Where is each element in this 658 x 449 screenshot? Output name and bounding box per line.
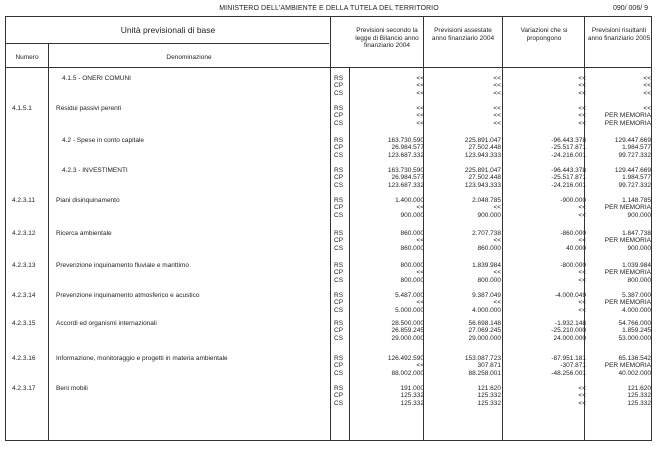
row-denomination: Informazione, monitoraggio e progetti in materia ambientale	[56, 355, 228, 362]
value-variazioni-line: -25.210.000	[551, 327, 586, 335]
value-legge-bilancio-line: 860.000	[400, 244, 424, 252]
value-risultanti	[589, 385, 651, 407]
row-number: 4.2.3.11	[12, 197, 36, 204]
value-risultanti	[589, 167, 651, 189]
value-variazioni-line: -800.000	[560, 262, 586, 269]
value-legge-bilancio-line: 5.000.000	[395, 306, 424, 314]
row-codes	[334, 75, 352, 97]
value-assestate-line: 9.387.049	[472, 292, 501, 299]
value-risultanti-line: <<	[643, 75, 651, 82]
row-code: CP	[334, 327, 344, 335]
row-code: RS	[334, 105, 344, 112]
value-legge-bilancio-line: 860.000	[400, 230, 424, 237]
value-legge-bilancio-line: 163.730.590	[387, 137, 424, 144]
value-variazioni-line: <<	[578, 112, 586, 120]
row-code: CS	[334, 276, 344, 284]
row-denomination: 4.2.3 - INVESTIMENTI	[62, 167, 128, 174]
value-risultanti-line: PER MEMORIA	[604, 204, 651, 212]
row-denomination: 4.1.5 - ONERI COMUNI	[62, 75, 131, 82]
value-legge-bilancio-line: 88.002.000	[391, 369, 424, 377]
value-assestate-line: 860.000	[477, 244, 501, 252]
value-legge-bilancio	[354, 167, 424, 189]
value-variazioni-line: <<	[578, 75, 586, 82]
value-legge-bilancio-line: 123.687.332	[387, 181, 424, 189]
value-assestate-line: 225.891.047	[464, 137, 501, 144]
header-divider-line	[6, 43, 329, 44]
value-variazioni-line: -307.871	[560, 362, 586, 370]
value-variazioni-line: <<	[578, 105, 586, 112]
value-legge-bilancio-line: 123.687.332	[387, 151, 424, 159]
value-variazioni	[503, 197, 586, 219]
row-number: 4.2.3.12	[12, 230, 36, 237]
value-legge-bilancio-line: <<	[416, 105, 424, 112]
value-legge-bilancio-line: <<	[416, 112, 424, 120]
col-header-denominazione: Denominazione	[166, 54, 212, 61]
col-header-assestate: Previsioni assestate anno finanziario 2004	[431, 27, 495, 42]
value-legge-bilancio-line: 1.400.000	[395, 197, 424, 204]
value-legge-bilancio-line: <<	[416, 75, 424, 82]
value-risultanti-line: 99.727.332	[618, 181, 651, 189]
col-header-variazioni: Variazioni che si propongono	[520, 27, 568, 42]
value-variazioni-line: -25.517.871	[551, 174, 586, 182]
col-header-risultanti: Previsioni risultanti anno finanziario 2005	[587, 27, 651, 42]
row-code: CP	[334, 237, 344, 245]
value-legge-bilancio-line: 26.859.245	[391, 327, 424, 335]
value-legge-bilancio	[354, 75, 424, 97]
value-assestate	[426, 292, 501, 314]
row-denomination: Ricerca ambientale	[56, 230, 112, 237]
value-legge-bilancio-line: 163.730.590	[387, 167, 424, 174]
value-legge-bilancio-line: <<	[416, 119, 424, 127]
value-variazioni-line: -25.517.871	[551, 144, 586, 152]
row-code: RS	[334, 137, 344, 144]
value-variazioni	[503, 75, 586, 97]
value-assestate-line: 153.087.723	[464, 355, 501, 362]
value-risultanti-line: 121.620	[627, 385, 651, 392]
value-assestate-line: 225.891.047	[464, 167, 501, 174]
row-number: 4.2.3.17	[12, 385, 36, 392]
value-assestate	[426, 230, 501, 252]
value-assestate-line: 307.871	[477, 362, 501, 370]
value-legge-bilancio-line: <<	[416, 269, 424, 277]
row-number: 4.2.3.14	[12, 292, 36, 299]
group-header: Unità previsionali di base	[120, 25, 216, 35]
value-legge-bilancio-line: 125.332	[400, 392, 424, 400]
value-risultanti-line: 129.447.669	[614, 167, 651, 174]
budget-table	[5, 16, 652, 441]
row-code: RS	[334, 262, 344, 269]
row-code: CS	[334, 369, 344, 377]
value-assestate-line: <<	[493, 105, 501, 112]
row-codes	[334, 292, 352, 314]
value-variazioni	[503, 137, 586, 159]
row-codes	[334, 167, 352, 189]
value-risultanti-line: PER MEMORIA	[604, 237, 651, 245]
value-legge-bilancio-line: 5.487.000	[395, 292, 424, 299]
value-assestate-line: 123.943.333	[464, 151, 501, 159]
row-code: RS	[334, 355, 344, 362]
value-variazioni-line: <<	[578, 204, 586, 212]
value-risultanti-line: 1.859.245	[622, 327, 651, 335]
value-risultanti-line: <<	[643, 105, 651, 112]
value-variazioni	[503, 105, 586, 127]
column-divider	[48, 43, 49, 440]
value-assestate-line: <<	[493, 112, 501, 120]
value-assestate-line: 125.332	[477, 392, 501, 400]
value-risultanti-line: 4.000.000	[622, 306, 651, 314]
value-variazioni-line: <<	[578, 299, 586, 307]
value-legge-bilancio	[354, 292, 424, 314]
value-assestate-line: <<	[493, 269, 501, 277]
value-risultanti-line: 1.984.577	[622, 144, 651, 152]
value-risultanti	[589, 230, 651, 252]
value-legge-bilancio-line: <<	[416, 362, 424, 370]
value-risultanti-line: 40.002.000	[618, 369, 651, 377]
value-risultanti-line: 125.332	[627, 392, 651, 400]
row-codes	[334, 197, 352, 219]
row-code: RS	[334, 292, 344, 299]
value-risultanti-line: 1.847.738	[622, 230, 651, 237]
value-legge-bilancio-line: 800.000	[400, 262, 424, 269]
value-variazioni-line: <<	[578, 82, 586, 90]
value-assestate-line: 27.069.245	[468, 327, 501, 335]
value-assestate-line: <<	[493, 75, 501, 82]
value-variazioni-line: <<	[578, 392, 586, 400]
value-variazioni-line: -1.932.148	[554, 320, 586, 327]
value-risultanti-line: PER MEMORIA	[604, 299, 651, 307]
row-codes	[334, 320, 352, 342]
value-variazioni-line: -4.000.049	[554, 292, 586, 299]
row-codes	[334, 105, 352, 127]
row-code: RS	[334, 75, 344, 82]
value-variazioni	[503, 262, 586, 284]
row-number: 4.1.5.1	[12, 105, 32, 112]
value-assestate-line: 800.000	[477, 276, 501, 284]
value-risultanti	[589, 292, 651, 314]
value-legge-bilancio-line: 800.000	[400, 276, 424, 284]
value-variazioni-line: -48.256.001	[551, 369, 586, 377]
row-code: CP	[334, 299, 344, 307]
value-assestate	[426, 167, 501, 189]
document-title: MINISTERO DELL'AMBIENTE E DELLA TUTELA DEL TERRITORIO	[219, 5, 439, 12]
value-risultanti	[589, 262, 651, 284]
value-legge-bilancio-line: 900.000	[400, 211, 424, 219]
value-risultanti-line: 54.766.000	[618, 320, 651, 327]
value-variazioni-line: 40.000	[566, 244, 586, 252]
value-variazioni	[503, 320, 586, 342]
value-assestate	[426, 197, 501, 219]
value-variazioni	[503, 292, 586, 314]
row-code: CP	[334, 144, 344, 152]
value-assestate-line: <<	[493, 204, 501, 212]
value-risultanti-line: 99.727.332	[618, 151, 651, 159]
row-denomination: Beni mobili	[56, 385, 88, 392]
value-assestate	[426, 262, 501, 284]
value-variazioni-line: <<	[578, 269, 586, 277]
value-legge-bilancio	[354, 137, 424, 159]
row-code: CS	[334, 244, 344, 252]
row-code: CS	[334, 181, 344, 189]
col-header-legge-bilancio: Previsioni secondo la legge di Bilancio anno finanziario 2004	[355, 27, 419, 49]
value-risultanti	[589, 105, 651, 127]
value-assestate	[426, 385, 501, 407]
row-number: 4.2.3.15	[12, 320, 36, 327]
value-assestate-line: 900.000	[477, 211, 501, 219]
row-code: CS	[334, 151, 344, 159]
row-number: 4.2.3.13	[12, 262, 36, 269]
value-variazioni	[503, 355, 586, 377]
value-variazioni-line: -96.443.378	[551, 137, 586, 144]
row-denomination: 4.2 - Spese in conto capitale	[62, 137, 145, 144]
value-legge-bilancio-line: 126.492.590	[387, 355, 424, 362]
value-assestate-line: <<	[493, 89, 501, 97]
row-code: CS	[334, 89, 344, 97]
row-code: CP	[334, 269, 344, 277]
row-code: RS	[334, 320, 344, 327]
value-variazioni-line: <<	[578, 306, 586, 314]
value-legge-bilancio-line: <<	[416, 82, 424, 90]
row-code: CP	[334, 82, 344, 90]
row-code: CS	[334, 119, 344, 127]
value-assestate-line: 1.839.984	[472, 262, 501, 269]
row-denomination: Prevenzione inquinamento atmosferico e acustico	[56, 292, 200, 299]
value-legge-bilancio-line: 26.984.577	[391, 174, 424, 182]
value-risultanti-line: <<	[643, 89, 651, 97]
value-risultanti-line: PER MEMORIA	[604, 119, 651, 127]
value-risultanti-line: 129.447.669	[614, 137, 651, 144]
row-code: CP	[334, 112, 344, 120]
value-risultanti-line: 900.000	[627, 211, 651, 219]
row-code: CS	[334, 334, 344, 342]
value-assestate-line: <<	[493, 299, 501, 307]
row-codes	[334, 137, 352, 159]
value-variazioni	[503, 385, 586, 407]
row-codes	[334, 262, 352, 284]
value-risultanti-line: <<	[643, 82, 651, 90]
value-assestate	[426, 75, 501, 97]
value-legge-bilancio-line: 26.984.577	[391, 144, 424, 152]
value-legge-bilancio	[354, 320, 424, 342]
value-assestate-line: <<	[493, 119, 501, 127]
value-variazioni-line: -900.000	[560, 197, 586, 204]
value-assestate	[426, 137, 501, 159]
value-assestate-line: 125.332	[477, 399, 501, 407]
value-variazioni-line: -24.216.001	[551, 181, 586, 189]
value-assestate	[426, 105, 501, 127]
row-code: CP	[334, 392, 344, 400]
value-risultanti-line: 1.984.577	[622, 174, 651, 182]
value-legge-bilancio-line: <<	[416, 237, 424, 245]
value-legge-bilancio-line: <<	[416, 299, 424, 307]
value-variazioni-line: <<	[578, 237, 586, 245]
value-risultanti-line: 53.000.000	[618, 334, 651, 342]
value-risultanti	[589, 137, 651, 159]
row-code: RS	[334, 197, 344, 204]
value-assestate-line: 121.620	[477, 385, 501, 392]
value-assestate-line: 29.000.000	[468, 334, 501, 342]
value-risultanti-line: PER MEMORIA	[604, 362, 651, 370]
value-assestate-line: 88.258.001	[468, 369, 501, 377]
value-assestate-line: 27.502.448	[468, 144, 501, 152]
value-assestate-line: 2.048.785	[472, 197, 501, 204]
value-legge-bilancio	[354, 105, 424, 127]
value-assestate-line: 4.000.000	[472, 306, 501, 314]
value-assestate-line: 123.943.333	[464, 181, 501, 189]
value-legge-bilancio	[354, 355, 424, 377]
row-code: RS	[334, 230, 344, 237]
value-risultanti-line: 900.000	[627, 244, 651, 252]
value-variazioni-line: -860.000	[560, 230, 586, 237]
row-codes	[334, 385, 352, 407]
value-risultanti	[589, 197, 651, 219]
row-denomination: Piani disinquinamento	[56, 197, 120, 204]
value-variazioni-line: -87.951.181	[551, 355, 586, 362]
value-variazioni-line: 24.000.000	[553, 334, 586, 342]
value-legge-bilancio-line: 191.000	[400, 385, 424, 392]
value-assestate-line: 2.707.738	[472, 230, 501, 237]
value-assestate	[426, 320, 501, 342]
value-variazioni-line: -96.443.378	[551, 167, 586, 174]
row-codes	[334, 230, 352, 252]
value-legge-bilancio-line: 28.500.000	[391, 320, 424, 327]
row-denomination: Accordi ed organismi internazionali	[56, 320, 157, 327]
value-variazioni-line: <<	[578, 211, 586, 219]
value-assestate-line: <<	[493, 82, 501, 90]
row-number: 4.2.3.16	[12, 355, 36, 362]
row-code: CS	[334, 211, 344, 219]
row-code: CP	[334, 174, 344, 182]
value-assestate-line: 56.698.148	[468, 320, 501, 327]
value-legge-bilancio	[354, 262, 424, 284]
row-code: RS	[334, 385, 344, 392]
value-legge-bilancio-line: <<	[416, 89, 424, 97]
page-number: 090/ 006/ 9	[612, 5, 648, 12]
value-variazioni-line: <<	[578, 276, 586, 284]
value-risultanti-line: 5.387.000	[622, 292, 651, 299]
value-legge-bilancio	[354, 230, 424, 252]
value-assestate-line: <<	[493, 237, 501, 245]
value-risultanti-line: PER MEMORIA	[604, 269, 651, 277]
value-legge-bilancio-line: <<	[416, 204, 424, 212]
value-risultanti-line: 65.136.542	[618, 355, 651, 362]
row-denomination: Residui passivi perenti	[56, 105, 122, 112]
col-header-numero: Numero	[15, 54, 39, 61]
value-variazioni-line: -24.216.001	[551, 151, 586, 159]
row-codes	[334, 355, 352, 377]
value-risultanti	[589, 75, 651, 97]
value-assestate	[426, 355, 501, 377]
row-code: RS	[334, 167, 344, 174]
value-risultanti-line: 125.332	[627, 399, 651, 407]
value-legge-bilancio-line: 125.332	[400, 399, 424, 407]
value-risultanti-line: PER MEMORIA	[604, 112, 651, 120]
value-risultanti	[589, 355, 651, 377]
row-code: CS	[334, 399, 344, 407]
value-variazioni-line: <<	[578, 89, 586, 97]
row-code: CP	[334, 204, 344, 212]
row-code: CS	[334, 306, 344, 314]
value-risultanti-line: 1.039.984	[622, 262, 651, 269]
value-risultanti	[589, 320, 651, 342]
row-code: CP	[334, 362, 344, 370]
value-risultanti-line: 800.000	[627, 276, 651, 284]
header-bottom-line	[6, 67, 651, 68]
value-legge-bilancio-line: 29.000.000	[391, 334, 424, 342]
value-variazioni-line: <<	[578, 399, 586, 407]
value-risultanti-line: 1.148.785	[622, 197, 651, 204]
value-variazioni-line: <<	[578, 119, 586, 127]
value-assestate-line: 27.502.448	[468, 174, 501, 182]
row-denomination: Prevenzione inquinamento fluviale e marittimo	[56, 262, 189, 269]
value-variazioni	[503, 230, 586, 252]
value-legge-bilancio	[354, 385, 424, 407]
value-variazioni	[503, 167, 586, 189]
value-variazioni-line: <<	[578, 385, 586, 392]
value-legge-bilancio	[354, 197, 424, 219]
